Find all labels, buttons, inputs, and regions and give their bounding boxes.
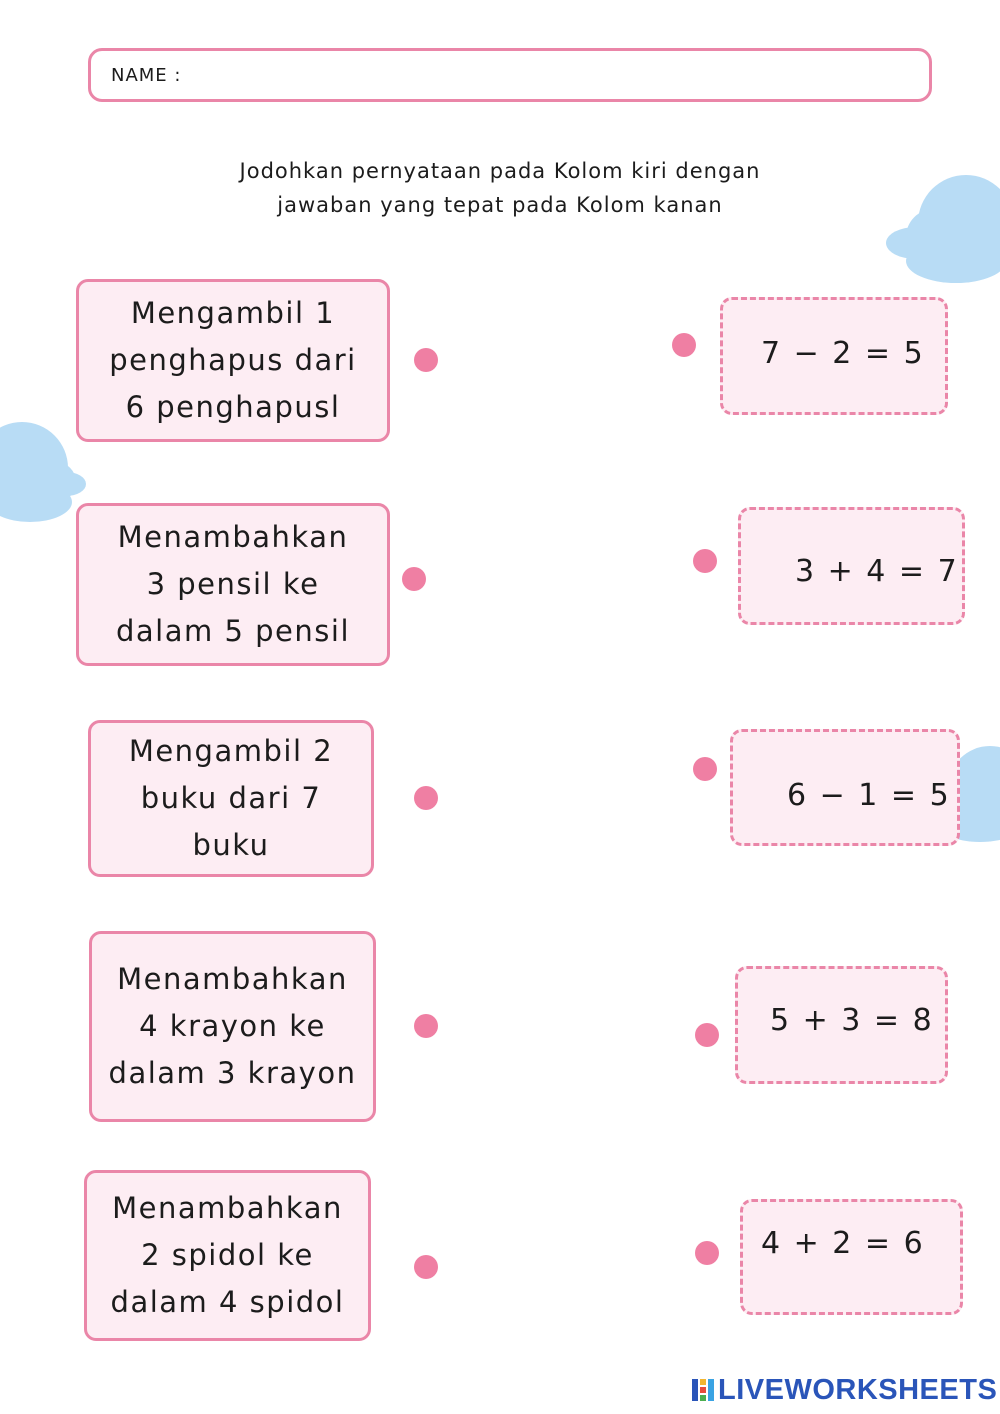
statement-3: Mengambil 2 buku dari 7 buku [88, 720, 374, 877]
right-dot-4[interactable] [695, 1023, 719, 1047]
instructions [150, 154, 850, 222]
answer-4 [735, 966, 948, 1084]
right-dot-2[interactable] [693, 549, 717, 573]
answer-5 [740, 1199, 963, 1315]
answer-2-text: 3 + 4 = 7 [795, 554, 959, 589]
name-field[interactable] [88, 48, 932, 102]
left-dot-1[interactable] [414, 348, 438, 372]
left-dot-5[interactable] [414, 1255, 438, 1279]
answer-3 [730, 729, 960, 846]
right-dot-5[interactable] [695, 1241, 719, 1265]
statement-1: Mengambil 1 penghapus dari 6 penghapusl [76, 279, 390, 442]
left-dot-3[interactable] [414, 786, 438, 810]
liveworksheets-brand: LIVEWORKSHEETS [718, 1373, 998, 1406]
answer-3-text: 6 − 1 = 5 [787, 778, 951, 813]
liveworksheets-logo-icon [692, 1379, 714, 1401]
answer-2 [738, 507, 965, 625]
right-dot-3[interactable] [693, 757, 717, 781]
statement-4: Menambahkan 4 krayon ke dalam 3 krayon [89, 931, 376, 1122]
answer-1 [720, 297, 948, 415]
statement-2: Menambahkan 3 pensil ke dalam 5 pensil [76, 503, 390, 666]
left-dot-2[interactable] [402, 567, 426, 591]
cloud-left-icon [0, 400, 88, 526]
answer-1-text: 7 − 2 = 5 [761, 336, 925, 371]
right-dot-1[interactable] [672, 333, 696, 357]
instruction-line-1: Jodohkan pernyataan pada Kolom kiri dengan [239, 159, 761, 183]
liveworksheets-logo [692, 1372, 997, 1408]
answer-4-text: 5 + 3 = 8 [770, 1003, 934, 1038]
statement-5: Menambahkan 2 spidol ke dalam 4 spidol [84, 1170, 371, 1341]
left-dot-4[interactable] [414, 1014, 438, 1038]
name-label: NAME : [111, 65, 182, 86]
answer-5-text: 4 + 2 = 6 [761, 1226, 925, 1261]
name-input[interactable] [201, 59, 905, 95]
cloud-top-right-icon [886, 165, 1000, 287]
instruction-line-2: jawaban yang tepat pada Kolom kanan [277, 193, 723, 217]
